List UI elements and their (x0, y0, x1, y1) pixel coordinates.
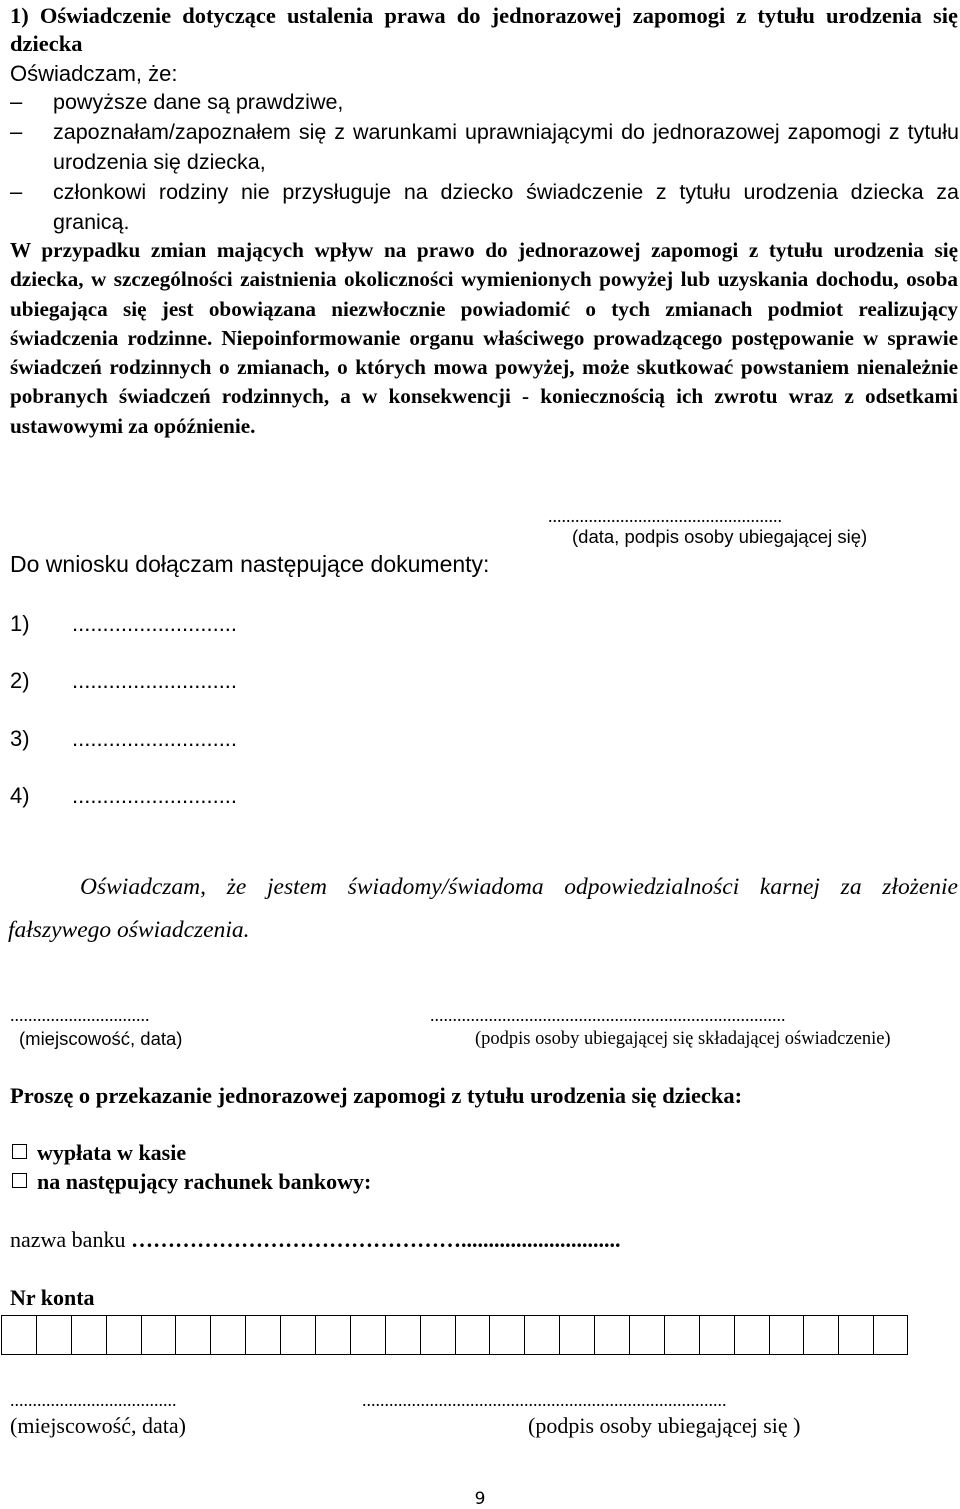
option-cash[interactable] (10, 1139, 186, 1167)
liability-statement: Oświadczam, że jestem świadomy/świadoma odpowiedzialności karnej za złożenie fałszywego oświadczenia. (8, 874, 958, 943)
signature-dots: ............................................................................... (430, 1005, 786, 1025)
account-digit-cell[interactable] (175, 1316, 210, 1354)
account-digit-cell[interactable] (420, 1316, 455, 1354)
account-digit-cell[interactable] (734, 1316, 769, 1354)
signature-dots: .................................................... (548, 506, 782, 526)
signature-label: (podpis osoby ubiegającej się ) (528, 1413, 801, 1438)
account-digit-cell[interactable] (141, 1316, 176, 1354)
document-item (10, 725, 237, 753)
document-number: 2) (10, 668, 30, 693)
bank-name-field[interactable] (10, 1226, 620, 1254)
document-item (10, 782, 237, 810)
account-digit-cell[interactable] (1, 1316, 36, 1354)
account-digit-cell[interactable] (803, 1316, 838, 1354)
signature-dots: ................................................................................. (362, 1390, 727, 1410)
signature-label: (podpis osoby ubiegającej się składającej oświadczenie) (475, 1029, 891, 1049)
signature-label: (data, podpis osoby ubiegającej się) (572, 526, 868, 547)
account-digit-cell[interactable] (873, 1316, 908, 1354)
document-item (10, 610, 237, 638)
account-digit-cell[interactable] (559, 1316, 594, 1354)
account-digit-cell[interactable] (489, 1316, 524, 1354)
checkbox-icon[interactable] (12, 1144, 27, 1159)
intro-text: Oświadczam, że: (10, 61, 178, 86)
document-number: 4) (10, 783, 30, 808)
document-blank: ........................... (72, 668, 238, 693)
account-digit-cell[interactable] (699, 1316, 734, 1354)
account-digit-cell[interactable] (664, 1316, 699, 1354)
page-number: 9 (474, 1489, 486, 1509)
account-digit-cell[interactable] (106, 1316, 141, 1354)
account-digit-cell[interactable] (71, 1316, 106, 1354)
option-label: na następujący rachunek bankowy: (37, 1169, 372, 1194)
place-date-dots: ............................... (10, 1005, 150, 1025)
account-digit-cell[interactable] (210, 1316, 245, 1354)
account-digit-cell[interactable] (838, 1316, 873, 1354)
document-number: 3) (10, 726, 30, 751)
payment-request: Proszę o przekazanie jednorazowej zapomogi z tytułu urodzenia się dziecka: (10, 1083, 743, 1108)
account-number-grid[interactable] (1, 1315, 908, 1355)
account-digit-cell[interactable] (594, 1316, 629, 1354)
account-digit-cell[interactable] (455, 1316, 490, 1354)
document-number: 1) (10, 611, 30, 636)
document-blank: ........................... (72, 726, 238, 751)
place-date-label: (miejscowość, data) (10, 1413, 186, 1438)
bank-name-label: nazwa banku (10, 1227, 126, 1252)
account-digit-cell[interactable] (315, 1316, 350, 1354)
option-bank-account[interactable] (10, 1168, 371, 1196)
place-date-dots: ..................................... (10, 1390, 177, 1410)
section-heading: 1) Oświadczenie dotyczące ustalenia prawa do jednorazowej zapomogi z tytułu urodzenia się dziecka (10, 3, 958, 56)
checkbox-icon[interactable] (12, 1173, 27, 1188)
statement-item: członkowi rodziny nie przysługuje na dziecko świadczenie z tytułu urodzenia dziecka za granicą. (53, 180, 959, 234)
document-item (10, 667, 237, 695)
account-digit-cell[interactable] (350, 1316, 385, 1354)
document-blank: ........................... (72, 783, 238, 808)
account-digit-cell[interactable] (524, 1316, 559, 1354)
dash-bullet: – (10, 89, 23, 114)
document-blank: ........................... (72, 611, 238, 636)
account-digit-cell[interactable] (385, 1316, 420, 1354)
account-digit-cell[interactable] (245, 1316, 280, 1354)
obligation-paragraph: W przypadku zmian mających wpływ na prawo do jednorazowej zapomogi z tytułu urodzenia się dziecka, w szczególności zaistnienia okoliczności wymienionych powyżej lub uzyskania dochodu, osoba ubiegająca się jest obowiązana niezwłocznie powiadomić o tych zmianach podmiot realizujący świadczenia rodzinne. Niepoinformowanie organu właściwego prowadzącego postępowanie w sprawie świadczeń rodzinnych o zmianach, o których mowa powyżej, może skutkować powstaniem nienależnie pobranych świadczeń rodzinnych, a w konsekwencji - koniecznością ich zwrotu wraz z odsetkami ustawowymi za opóźnienie. (10, 238, 958, 438)
place-date-label: (miejscowość, data) (19, 1028, 183, 1049)
option-label: wypłata w kasie (37, 1140, 187, 1165)
documents-title: Do wniosku dołączam następujące dokumenty: (10, 551, 490, 577)
dash-bullet: – (10, 119, 23, 144)
dash-bullet: – (10, 179, 23, 204)
account-digit-cell[interactable] (629, 1316, 664, 1354)
account-number-label: Nr konta (10, 1285, 95, 1310)
statement-item: powyższe dane są prawdziwe, (53, 90, 344, 114)
bank-name-blank[interactable]: ………………………………………............................. (130, 1227, 621, 1252)
account-digit-cell[interactable] (769, 1316, 804, 1354)
statement-item: zapoznałam/zapoznałem się z warunkami uprawniającymi do jednorazowej zapomogi z tytułu urodzenia się dziecka, (53, 120, 959, 174)
account-digit-cell[interactable] (36, 1316, 71, 1354)
account-digit-cell[interactable] (280, 1316, 315, 1354)
